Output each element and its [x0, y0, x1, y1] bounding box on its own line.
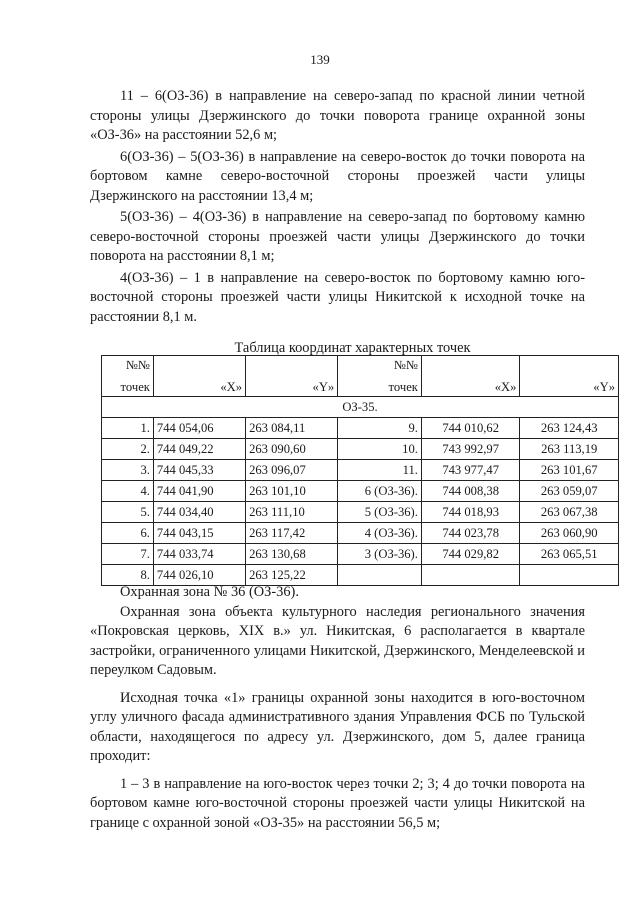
header-numbering: №№: [393, 358, 418, 372]
table-cell: 263 067,38: [520, 502, 619, 523]
table-cell: 744 049,22: [153, 439, 245, 460]
table-cell: 4.: [102, 481, 154, 502]
zone-label: ОЗ-35.: [102, 397, 619, 418]
table-row: [102, 418, 619, 439]
table-row: [102, 460, 619, 481]
table-cell: 263 117,42: [246, 523, 338, 544]
header-cell: [338, 356, 422, 397]
table-cell: 744 010,62: [421, 418, 520, 439]
table-cell: 744 018,93: [421, 502, 520, 523]
table-cell: 6 (ОЗ-36).: [338, 481, 422, 502]
table-header-row: [102, 356, 619, 397]
paragraph: 4(ОЗ-36) – 1 в направление на северо-восток по бортовому камню юго-восточной стороны проезжей части улицы Никитской к исходной точке на расстоянии 8,1 м.: [90, 269, 585, 325]
table-cell: 9.: [338, 418, 422, 439]
table-body: [102, 418, 619, 586]
header-x: «X»: [421, 356, 520, 397]
paragraph: Исходная точка «1» границы охранной зоны находится в юго-восточном углу уличного фасада административного здания Управления ФСБ по Тульской области, находящегося по адресу ул. Дзержинского, дом 5, далее граница проходит:: [90, 689, 585, 764]
table-cell: 263 090,60: [246, 439, 338, 460]
table-cell: 263 096,07: [246, 460, 338, 481]
table-cell: 744 043,15: [153, 523, 245, 544]
header-points: точек: [388, 380, 418, 394]
table-cell: 3 (ОЗ-36).: [338, 544, 422, 565]
table-cell: 263 059,07: [520, 481, 619, 502]
table-cell: 744 026,10: [153, 565, 245, 586]
bottom-text-block: [90, 583, 585, 833]
table-cell: 744 029,82: [421, 544, 520, 565]
table-cell: 263 084,11: [246, 418, 338, 439]
table-row: [102, 502, 619, 523]
table-cell: 8.: [102, 565, 154, 586]
top-text-block: [90, 87, 585, 327]
table-row: [102, 481, 619, 502]
paragraph: 6(ОЗ-36) – 5(ОЗ-36) в направление на северо-восток до точки поворота на бортовом камне северо-восточной стороны проезжей части улицы Дзержинского на расстоянии 13,4 м;: [90, 148, 585, 204]
header-x: «X»: [153, 356, 245, 397]
table-cell: 744 034,40: [153, 502, 245, 523]
header-numbering: №№: [125, 358, 150, 372]
table-cell: 744 041,90: [153, 481, 245, 502]
paragraph: 11 – 6(ОЗ-36) в направление на северо-запад по красной линии четной стороны улицы Дзержинского до точки поворота границе охранной зоны «ОЗ-36» на расстоянии 52,6 м;: [90, 88, 585, 143]
header-points: точек: [120, 380, 150, 394]
table-cell: 3.: [102, 460, 154, 481]
table-row: [102, 544, 619, 565]
section-heading: Охранная зона № 36 (ОЗ-36).: [120, 584, 299, 600]
table-cell: 263 111,10: [246, 502, 338, 523]
table-cell: 744 033,74: [153, 544, 245, 565]
table-cell: 263 101,10: [246, 481, 338, 502]
table-cell: 1.: [102, 418, 154, 439]
table-cell: 7.: [102, 544, 154, 565]
table-cell: 263 113,19: [520, 439, 619, 460]
table-cell: 263 065,51: [520, 544, 619, 565]
table-cell: 744 023,78: [421, 523, 520, 544]
table-cell: 743 992,97: [421, 439, 520, 460]
paragraph: 1 – 3 в направление на юго-восток через точки 2; 3; 4 до точки поворота на бортовом камне юго-восточной стороны проезжей части улицы Никитской на границе с охранной зоной «ОЗ-35» на расстоянии 56,5 м;: [90, 775, 585, 831]
header-cell: [102, 356, 154, 397]
table-cell: 4 (ОЗ-36).: [338, 523, 422, 544]
zone-row: [102, 397, 619, 418]
coordinates-table: [101, 355, 619, 586]
table-cell: 263 060,90: [520, 523, 619, 544]
header-y: «Y»: [520, 356, 619, 397]
table-cell: 10.: [338, 439, 422, 460]
page-number: 139: [310, 52, 330, 67]
table-cell: 263 125,22: [246, 565, 338, 586]
table-cell: 6.: [102, 523, 154, 544]
table-cell: 263 124,43: [520, 418, 619, 439]
table-row: [102, 523, 619, 544]
table-cell: 5 (ОЗ-36).: [338, 502, 422, 523]
table-cell: 744 045,33: [153, 460, 245, 481]
table-title: Таблица координат характерных точек: [234, 340, 471, 356]
table-cell: 263 101,67: [520, 460, 619, 481]
table-cell: 263 130,68: [246, 544, 338, 565]
table-cell: 744 054,06: [153, 418, 245, 439]
header-y: «Y»: [246, 356, 338, 397]
table-cell: 2.: [102, 439, 154, 460]
table-cell: 5.: [102, 502, 154, 523]
table-cell: 743 977,47: [421, 460, 520, 481]
table-cell: 11.: [338, 460, 422, 481]
paragraph: 5(ОЗ-36) – 4(ОЗ-36) в направление на северо-запад по бортовому камню северо-восточной стороны проезжей части улицы Дзержинского до точки поворота на расстоянии 8,1 м;: [90, 209, 585, 264]
paragraph: Охранная зона объекта культурного наследия регионального значения «Покровская церковь, XIX в.» ул. Никитская, 6 располагается в квартале застройки, ограниченного улицами Никитской, Дзержинского, Менделеевской и переулком Садовым.: [90, 603, 585, 678]
table-row: [102, 439, 619, 460]
table-cell: 744 008,38: [421, 481, 520, 502]
